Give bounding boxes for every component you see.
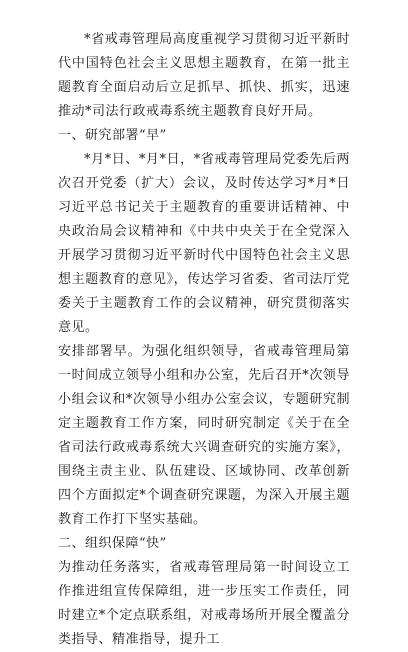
section-1-heading: 一、研究部署“早” [58, 128, 167, 143]
section-1-paragraph-2: 安排部署早。为强化组织领导，省戒毒管理局第一时间成立领导小组和办公室，先后召开*次领导小组会议和*次领导小组办公室会议，专题研究制定主题教育工作方案，同时研究制定《关于在全省司法行政戒毒系统大兴调查研究的实施方案》，围绕主责主业、队伍建设、区域协同、改革创新四个方面拟定*个调查研究课题，为深入开展主题教育工作打下坚实基础。 [58, 344, 350, 527]
section-1-paragraph-1: *月*日、*月*日，*省戒毒管理局党委先后两次召开党委（扩大）会议，及时传达学习*月*日习近平总书记关于主题教育的重要讲话精神、中央政治局会议精神和《中共中央关于在全党深入开展学习贯彻习近平新时代中国特色社会主义思想主题教育的意见》，传达学习省委、省司法厅党委关于主题教育工作的会议精神，研究贯彻落实意见。 [58, 152, 350, 335]
section-2-heading: 二、组织保障“快” [58, 536, 167, 551]
intro-paragraph: *省戒毒管理局高度重视学习贯彻习近平新时代中国特色社会主义思想主题教育，在第一批主题教育全面启动后立足抓早、抓快、抓实，迅速推动*司法行政戒毒系统主题教育良好开局。 [58, 32, 350, 119]
section-2-paragraph-1: 为推动任务落实，省戒毒管理局第一时间设立工作推进组宣传保障组，进一步压实工作责任，同时建立*个定点联系组，对戒毒场所开展全覆盖分类指导、精准指导，提升工 [58, 560, 350, 647]
